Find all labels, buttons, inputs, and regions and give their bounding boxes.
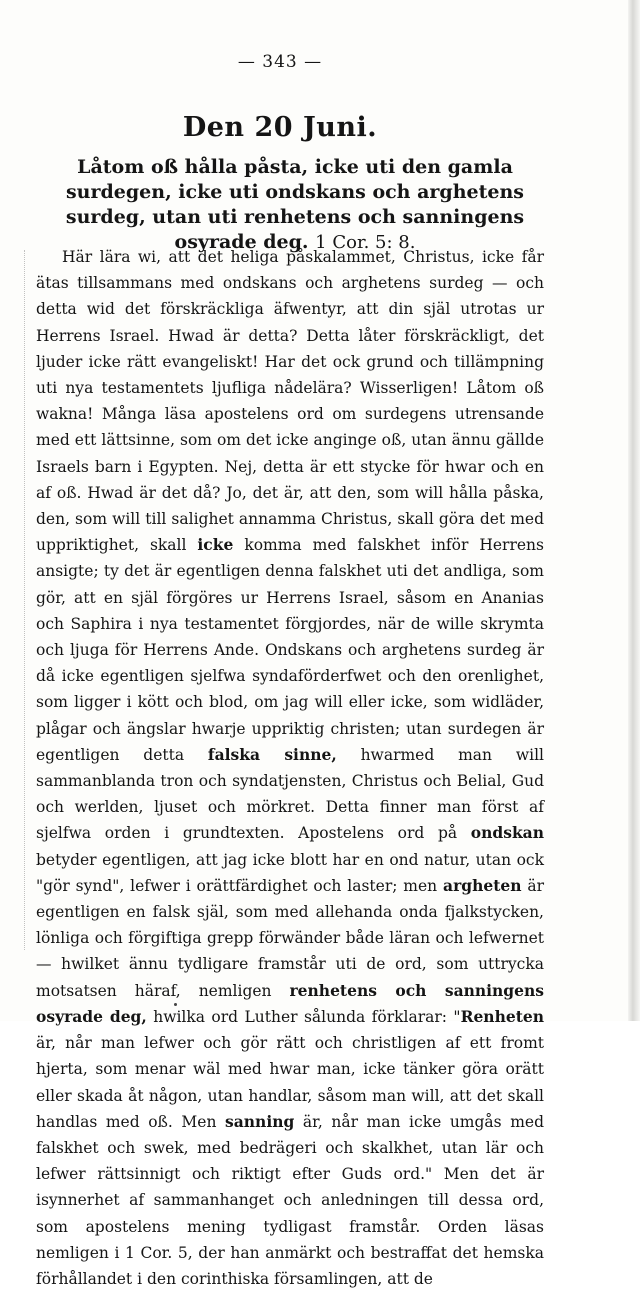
emphasis-renheten: Renheten bbox=[460, 1006, 544, 1026]
scripture-reference: 1 Cor. 5: 8. bbox=[315, 232, 416, 253]
left-margin-bleed bbox=[24, 250, 33, 950]
page-number: — 343 — bbox=[237, 52, 323, 72]
emphasis-ondskan: ondskan bbox=[470, 823, 544, 843]
body-text-part-6: hwilka ord Luther sålunda förklarar: " bbox=[146, 1007, 461, 1026]
body-text-part-5: är egentligen en falsk själ, som med allehanda onda fjalkstycken, lönliga och förgiftiga grepp förwänder både läran och lefwernet — hwilket ännu tydligare framstår uti de ord, som uttrycka motsatsen häraf, nemligen bbox=[36, 876, 545, 1000]
emphasis-renhetens-deg: renhetens och sanningens osyrade deg, bbox=[36, 980, 544, 1026]
body-text-part-3: hwarmed man will sammanblanda tron och syndatjensten, Christus och Belial, Gud och werlden, ljuset och mörkret. Detta finner man först af sjelfwa orden i grundtexten. Apostelens ord på bbox=[36, 745, 544, 843]
subtitle-text: Låtom oß hålla påsta, icke uti den gamla surdegen, icke uti ondskans och arghetens surdeg, utan uti renhetens och sanningens osyrade deg. bbox=[65, 156, 525, 253]
date-heading: Den 20 Juni. bbox=[182, 112, 378, 143]
page-edge-shadow bbox=[628, 0, 640, 1021]
emphasis-argheten: argheten bbox=[443, 875, 522, 895]
body-text-part-7: är, når man lefwer och gör rätt och christligen af ett fromt hjerta, som menar wäl med hwar man, icke tänker göra orätt eller skada åt någon, utan handlar, såsom man will, att det skall handlas med oß. Men bbox=[36, 1034, 544, 1131]
emphasis-falska-sinne: falska sinne, bbox=[207, 744, 337, 764]
print-speck bbox=[174, 1003, 177, 1006]
body-paragraph bbox=[36, 244, 544, 1292]
body-text-part-4: betyder egentligen, att jag icke blott har en ond natur, utan ock "gör synd", lefwer i orättfärdighet och laster; men bbox=[36, 850, 544, 895]
emphasis-sanning: sanning bbox=[225, 1111, 295, 1131]
body-text-part-2: komma med falskhet inför Herrens ansigte; ty det är egentligen denna falskhet uti det andliga, som gör, att en själ förgöres ur Herrens Israel, såsom en Ananias och Saphira i nya testamentet förgjordes, när de wille skrymta och ljuga för Herrens Ande. Ondskans och arghetens surdeg är då icke egentligen sjelfwa syndaförderfwet och den orenlighet, som ligger i kött och blod, om jag will eller icke, som widläder, plågar och ängslar hwarje uppriktig christen; utan surdegen är egentligen detta bbox=[36, 536, 544, 764]
emphasis-icke: icke bbox=[197, 535, 234, 555]
scripture-subtitle bbox=[60, 155, 530, 255]
body-text-part-8: är, når man icke umgås med falskhet och swek, med bedrägeri och skalkhet, utan lär och lefwer rättsinnigt och riktigt efter Guds ord." Men det är isynnerhet af sammanhanget och anledningen till dessa ord, som apostelens mening tydligast framstår. Orden läsas nemligen i 1 Cor. 5, der han anmärkt och bestraffat det hemska förhållandet i den corinthiska församlingen, att de bbox=[36, 1112, 544, 1288]
body-text-part-1: Här lära wi, att det heliga påskalammet, Christus, icke får ätas tillsammans med ondskans och arghetens surdeg — och detta wid det förskräckliga äfwentyr, att din själ utrotas ur Herrens Israel. Hwad är detta? Detta låter förskräckligt, det ljuder icke rätt evangeliskt! Har det ock grund och tillämpning uti nya testamentets ljufliga nådelära? Wisserligen! Låtom oß wakna! Många läsa apostelens ord om surdegens utrensande med ett lättsinne, som om det icke anginge oß, utan ännu gällde Israels barn i Egypten. Nej, detta är ett stycke för hwar och en af oß. Hwad är det då? Jo, det är, att den, som will hålla påska, den, som will till salighet annamma Christus, skall göra det med uppriktighet, skall bbox=[36, 248, 544, 555]
